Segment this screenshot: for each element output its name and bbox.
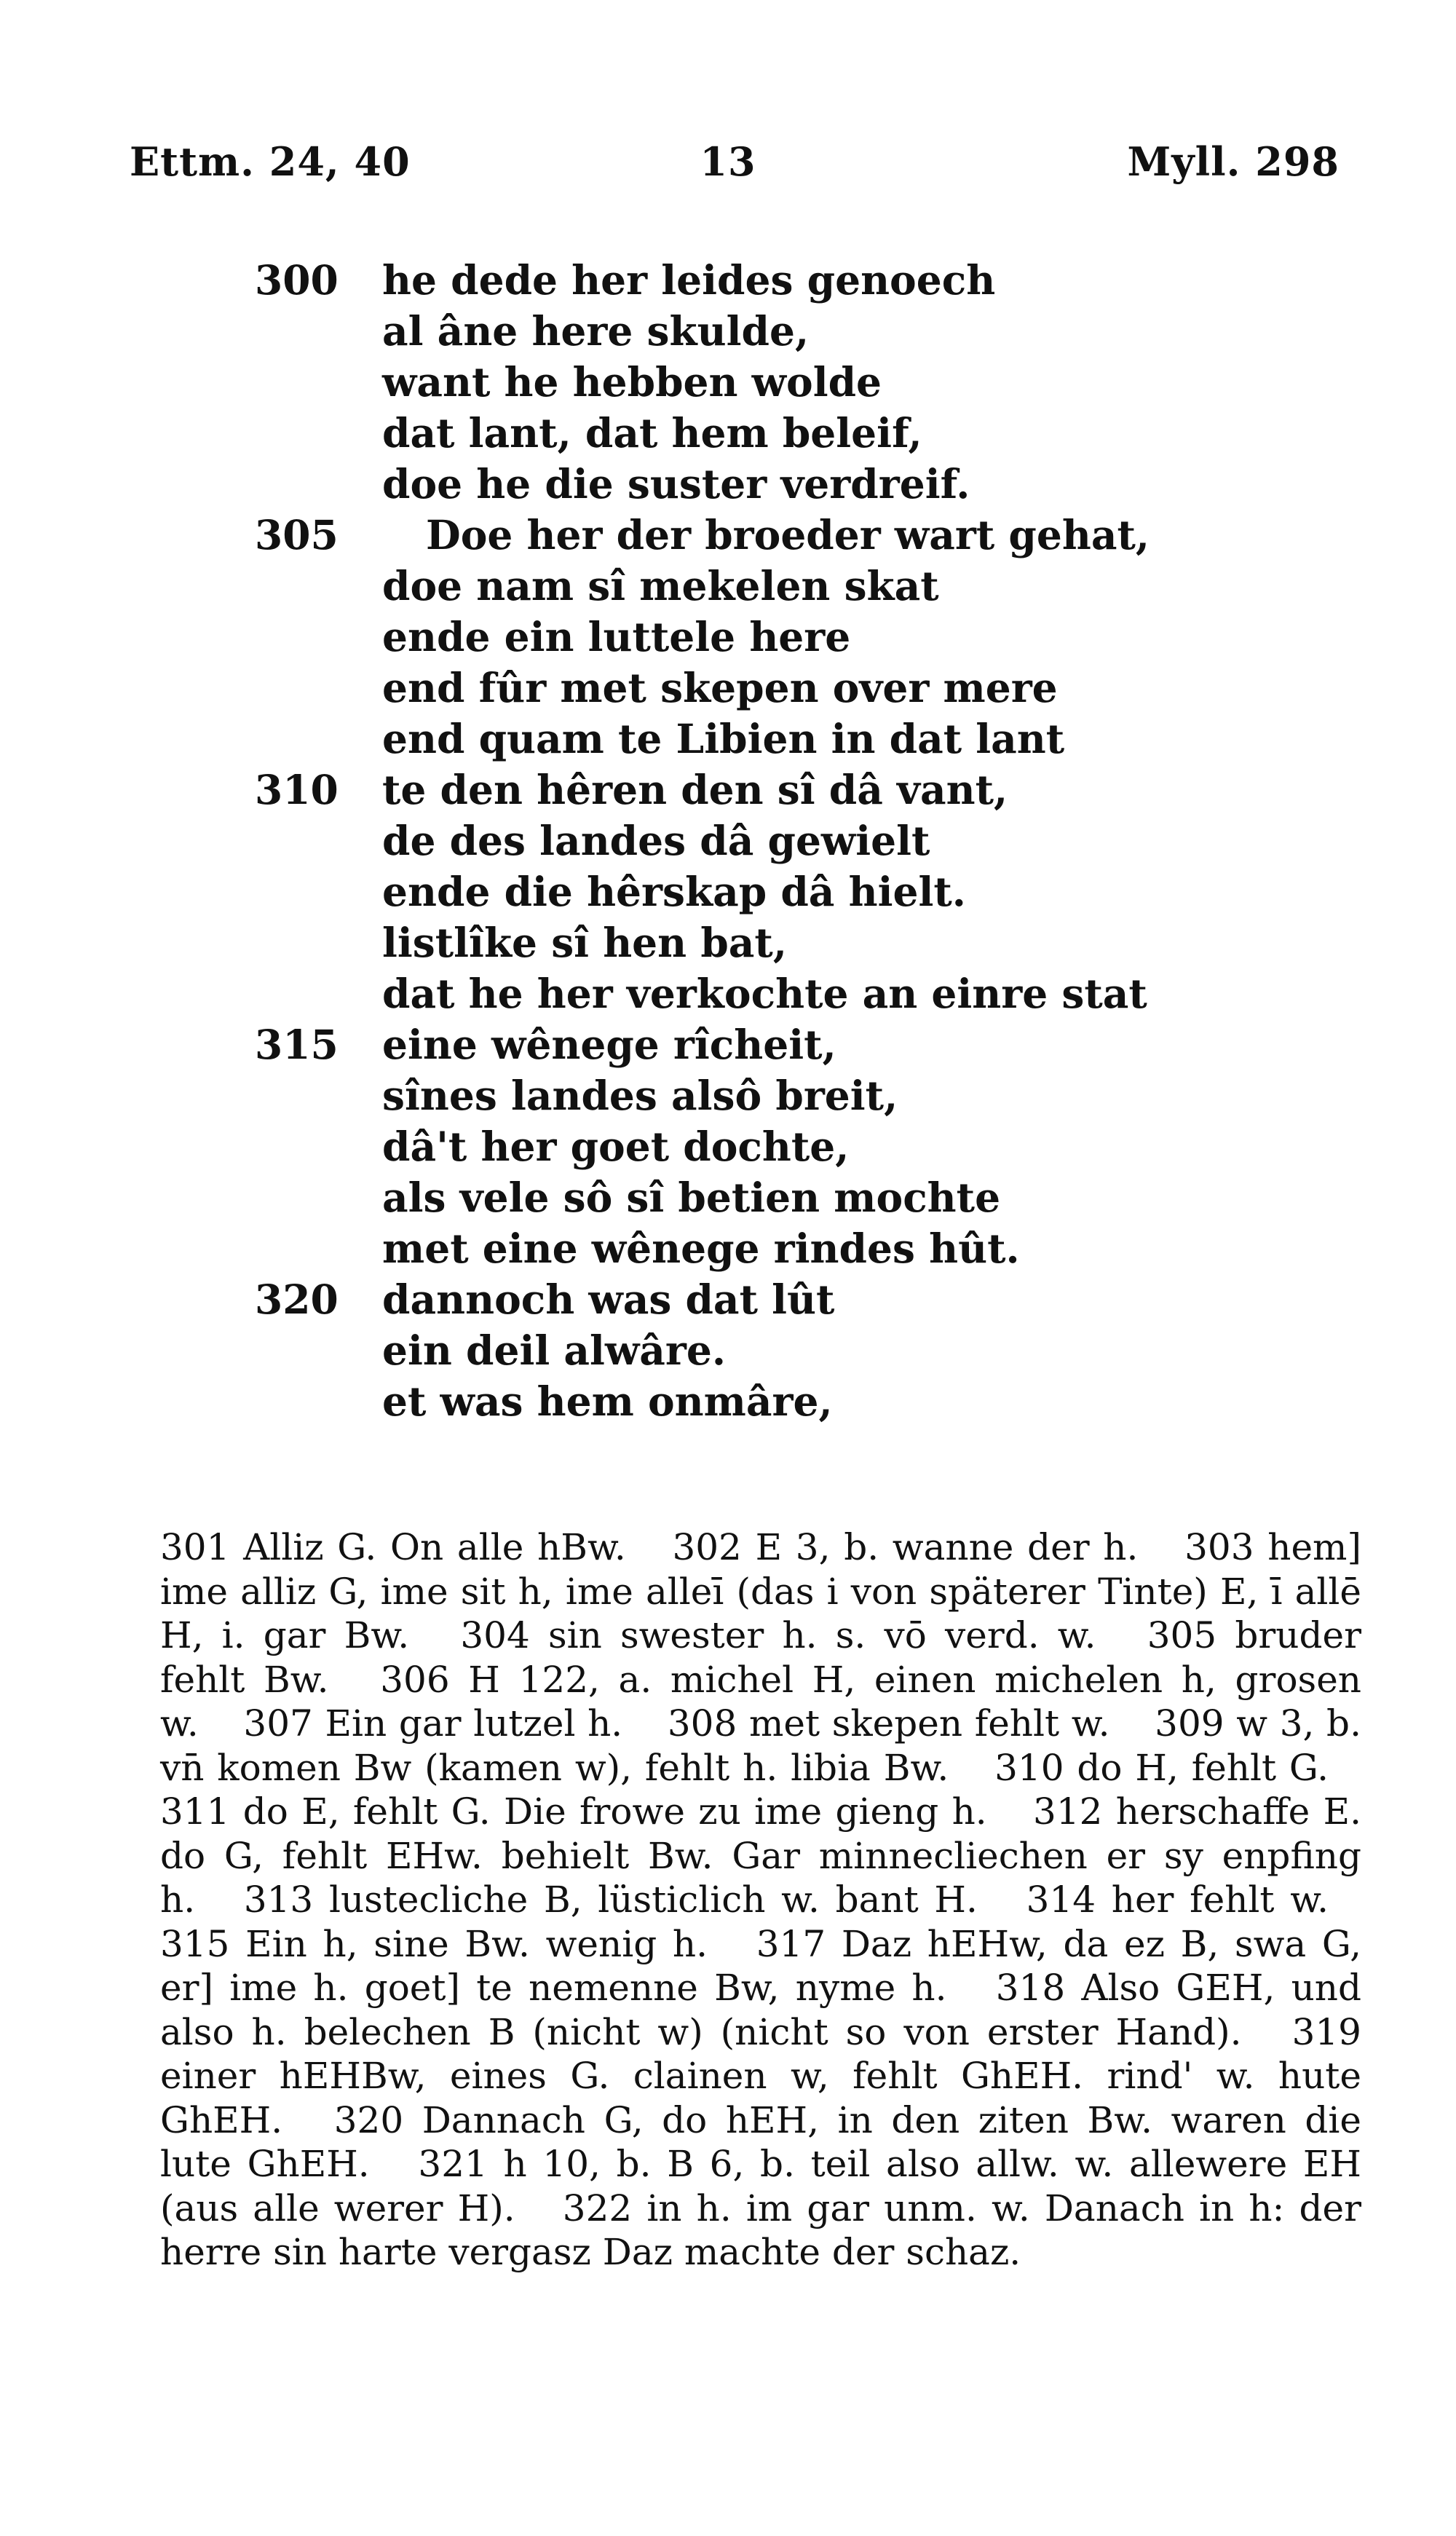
apparatus-note: 315 Ein h, sine Bw. wenig h. <box>160 1922 708 1965</box>
apparatus-note: 321 h 10, b. B 6, b. teil also allw. w. allewere EH (aus alle werer H). <box>160 2143 1361 2229</box>
poem-line <box>240 765 1274 815</box>
apparatus-note: 301 Alliz G. On alle hBw. <box>160 1526 626 1568</box>
header-left-reference: Ettm. 24, 40 <box>130 138 411 185</box>
line-number: 310 <box>255 766 339 813</box>
poem-line <box>240 1325 1274 1376</box>
poem-line <box>240 714 1274 765</box>
line-text: end quam te Libien in dat lant <box>382 715 1065 762</box>
apparatus-note: 317 Daz hEHw, da ez B, swa G, er] ime h. goet] te nemenne Bw, nyme h. <box>160 1922 1361 2009</box>
poem-line <box>240 968 1274 1019</box>
apparatus-note: 312 herschaffe E. do G, fehlt EHw. behielt Bw. Gar minnecliechen er sy enpfing h. <box>160 1790 1361 1921</box>
poem-line <box>240 408 1274 459</box>
apparatus-note: 305 bruder fehlt Bw. <box>160 1614 1361 1701</box>
poem-line <box>240 1121 1274 1172</box>
apparatus-note: 313 lustecliche B, lüsticlich w. bant H. <box>243 1879 978 1921</box>
apparatus-note: 314 her fehlt w. <box>1026 1879 1329 1921</box>
apparatus-note: 303 hem] ime alliz G, ime sit h, ime alleī (das i von späterer Tinte) E, ī allē H, i. gar Bw. <box>160 1526 1361 1656</box>
apparatus-note: 308 met skepen fehlt w. <box>667 1702 1110 1745</box>
line-text: end fûr met skepen over mere <box>382 664 1058 711</box>
poem-line <box>240 1376 1274 1427</box>
page-number: 13 <box>700 138 756 185</box>
poem-line <box>240 306 1274 357</box>
poem-line <box>240 1223 1274 1274</box>
line-text: de des landes dâ gewielt <box>382 817 930 864</box>
apparatus-note: 311 do E, fehlt G. Die frowe zu ime gieng h. <box>160 1790 987 1833</box>
line-number: 305 <box>255 511 339 558</box>
line-text: te den hêren den sî dâ vant, <box>382 766 1008 813</box>
apparatus-note: 310 do H, fehlt G. <box>994 1746 1329 1789</box>
line-text: dâ't her goet dochte, <box>382 1123 850 1170</box>
line-text: ein deil alwâre. <box>382 1327 727 1374</box>
critical-apparatus <box>160 1525 1361 2275</box>
header-right-reference: Myll. 298 <box>1127 138 1340 185</box>
line-text: listlîke sî hen bat, <box>382 919 787 966</box>
apparatus-note: 319 einer hEHBw, eines G. clainen w, fehlt GhEH. rind' w. hute GhEH. <box>160 2010 1361 2141</box>
poem-text <box>240 255 1274 1427</box>
poem-line <box>240 255 1274 306</box>
poem-line <box>240 510 1274 561</box>
line-text: eine wênege rîcheit, <box>382 1021 836 1068</box>
line-text: als vele sô sî betien mochte <box>382 1174 1001 1221</box>
poem-line <box>240 561 1274 612</box>
line-text: sînes landes alsô breit, <box>382 1072 898 1119</box>
poem-line <box>240 612 1274 663</box>
poem-line <box>240 1172 1274 1223</box>
line-number: 300 <box>255 256 339 304</box>
line-number: 320 <box>255 1276 339 1323</box>
poem-line <box>240 1019 1274 1070</box>
apparatus-paragraph <box>160 1525 1361 2275</box>
apparatus-note: 322 in h. im gar unm. w. Danach in h: der herre sin harte vergasz Daz machte der schaz. <box>160 2187 1361 2273</box>
apparatus-note: 309 w 3, b. vn̄ komen Bw (kamen w), fehlt h. libia Bw. <box>160 1702 1361 1789</box>
line-text: dat he her verkochte an einre stat <box>382 970 1147 1017</box>
line-text: al âne here skulde, <box>382 307 810 355</box>
poem-line <box>240 459 1274 510</box>
poem-line <box>240 663 1274 714</box>
line-text: met eine wênege rindes hût. <box>382 1225 1020 1272</box>
line-text: he dede her leides genoech <box>382 256 996 304</box>
line-text: ende ein luttele here <box>382 613 851 660</box>
line-text: doe nam sî mekelen skat <box>382 562 939 609</box>
poem-line <box>240 917 1274 968</box>
line-number: 315 <box>255 1021 339 1068</box>
line-text: Doe her der broeder wart gehat, <box>426 511 1150 558</box>
line-text: doe he die suster verdreif. <box>382 460 970 507</box>
poem-line <box>240 357 1274 408</box>
line-text: et was hem onmâre, <box>382 1378 833 1425</box>
apparatus-note: 307 Ein gar lutzel h. <box>243 1702 623 1745</box>
line-text: want he hebben wolde <box>382 358 882 406</box>
apparatus-note: 318 Also GEH, und also h. belechen B (nicht w) (nicht so von erster Hand). <box>160 1967 1361 2053</box>
poem-line <box>240 866 1274 917</box>
poem-line <box>240 815 1274 866</box>
line-text: dat lant, dat hem beleif, <box>382 409 922 457</box>
apparatus-note: 306 H 122, a. michel H, einen michelen h, grosen w. <box>160 1658 1361 1745</box>
apparatus-note: 320 Dannach G, do hEH, in den ziten Bw. waren die lute GhEH. <box>160 2098 1361 2185</box>
poem-line <box>240 1070 1274 1121</box>
line-text: dannoch was dat lût <box>382 1276 835 1323</box>
line-text: ende die hêrskap dâ hielt. <box>382 868 966 915</box>
apparatus-note: 304 sin swester h. s. vō verd. w. <box>460 1614 1096 1656</box>
poem-line <box>240 1274 1274 1325</box>
apparatus-note: 302 E 3, b. wanne der h. <box>672 1526 1139 1568</box>
